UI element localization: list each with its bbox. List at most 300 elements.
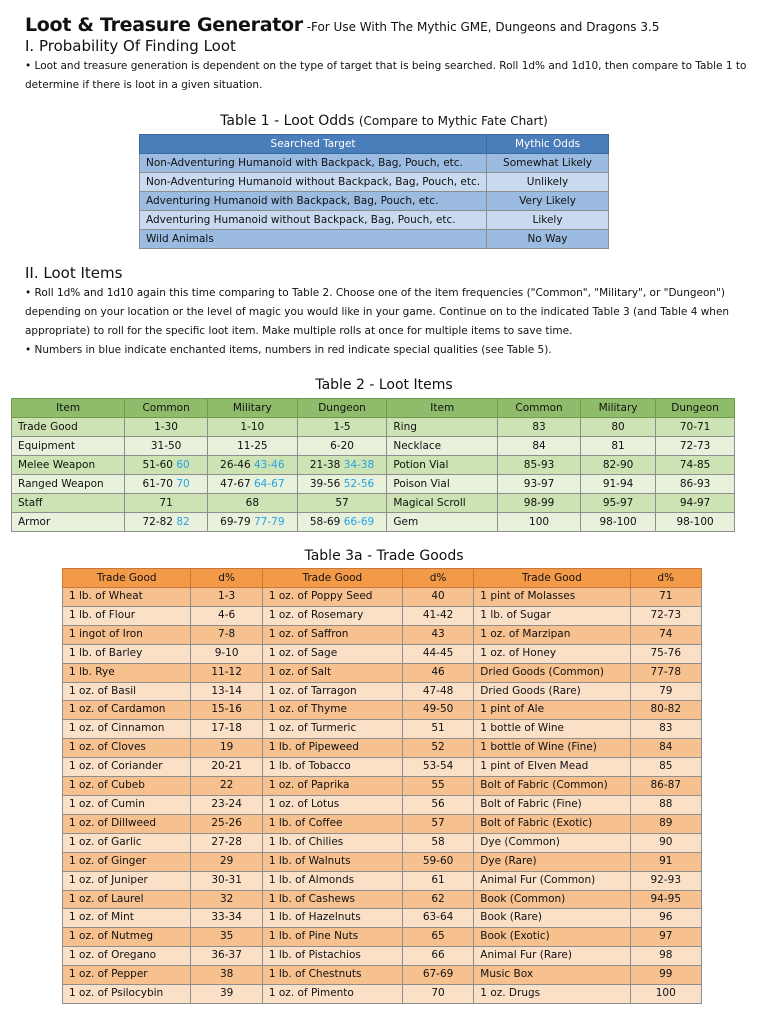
table-row xyxy=(12,456,735,475)
d-percent-cell: 58 xyxy=(402,833,473,852)
trade-good-cell: 1 oz. of Juniper xyxy=(63,871,191,890)
trade-good-cell: 1 oz. of Saffron xyxy=(262,625,402,644)
roll-range-cell xyxy=(207,456,297,475)
searched-target-cell: Wild Animals xyxy=(140,230,487,249)
roll-range: Poison Vial xyxy=(393,478,450,490)
table-row xyxy=(12,494,735,513)
trade-good-cell: Music Box xyxy=(474,966,630,985)
column-header: Trade Good xyxy=(474,569,630,588)
d-percent-cell: 61 xyxy=(402,871,473,890)
table-row xyxy=(63,795,702,814)
d-percent-cell: 84 xyxy=(630,739,701,758)
item-name-cell xyxy=(387,513,498,532)
roll-range: 11-25 xyxy=(237,440,268,452)
table-row xyxy=(140,192,609,211)
column-header: Military xyxy=(207,399,297,418)
d-percent-cell: 53-54 xyxy=(402,758,473,777)
roll-range-cell xyxy=(207,494,297,513)
item-name-cell xyxy=(12,513,125,532)
d-percent-cell: 15-16 xyxy=(191,701,262,720)
roll-range: 68 xyxy=(245,497,260,509)
d-percent-cell: 29 xyxy=(191,852,262,871)
trade-good-cell: 1 oz. of Salt xyxy=(262,663,402,682)
roll-range: 51-60 xyxy=(142,459,173,471)
section-2-paragraph-1: • Roll 1d% and 1d10 again this time comparing to Table 2. Choose one of the item frequencies ("Common", "Military", or "Dungeon") depending on your location or the level of magic you would like in your game. Continue on to the indicated Table 3 (and Table 4 when appropriate) to roll for the specific loot item. Make multiple rolls at once for multiple items to save time. xyxy=(25,287,730,337)
trade-good-cell: 1 oz. of Cubeb xyxy=(63,777,191,796)
roll-range: 47-67 xyxy=(220,478,251,490)
table-row xyxy=(63,606,702,625)
d-percent-cell: 63-64 xyxy=(402,909,473,928)
trade-good-cell: 1 pint of Elven Mead xyxy=(474,758,630,777)
trade-good-cell: 1 oz. of Marzipan xyxy=(474,625,630,644)
d-percent-cell: 70 xyxy=(402,985,473,1004)
roll-range-cell xyxy=(297,418,387,437)
trade-good-cell: 1 lb. of Hazelnuts xyxy=(262,909,402,928)
item-name-cell xyxy=(12,437,125,456)
d-percent-cell: 41-42 xyxy=(402,606,473,625)
roll-range: Gem xyxy=(393,516,419,528)
column-header: Common xyxy=(125,399,208,418)
trade-good-cell: 1 oz. of Thyme xyxy=(262,701,402,720)
roll-range-cell xyxy=(125,475,208,494)
d-percent-cell: 92-93 xyxy=(630,871,701,890)
table-row xyxy=(12,513,735,532)
table-row xyxy=(12,437,735,456)
section-1-heading: I. Probability Of Finding Loot xyxy=(25,37,236,55)
d-percent-cell: 77-78 xyxy=(630,663,701,682)
roll-range-cell xyxy=(297,437,387,456)
trade-good-cell: 1 oz. of Laurel xyxy=(63,890,191,909)
table-1-title-note: (Compare to Mythic Fate Chart) xyxy=(358,114,548,128)
column-header: Trade Good xyxy=(63,569,191,588)
searched-target-cell: Non-Adventuring Humanoid with Backpack, Bag, Pouch, etc. xyxy=(140,154,487,173)
table-row xyxy=(63,871,702,890)
d-percent-cell: 38 xyxy=(191,966,262,985)
trade-good-cell: Bolt of Fabric (Fine) xyxy=(474,795,630,814)
loot-odds-table xyxy=(139,134,609,249)
enchanted-range: 60 xyxy=(176,459,190,471)
d-percent-cell: 98 xyxy=(630,947,701,966)
trade-good-cell: Book (Common) xyxy=(474,890,630,909)
trade-good-cell: 1 oz. of Pimento xyxy=(262,985,402,1004)
trade-good-cell: 1 lb. of Pistachios xyxy=(262,947,402,966)
roll-range: 100 xyxy=(529,516,550,528)
roll-range: 21-38 xyxy=(309,459,341,471)
trade-good-cell: Book (Rare) xyxy=(474,909,630,928)
table-row xyxy=(12,418,735,437)
roll-range: 91-94 xyxy=(602,478,634,490)
roll-range: Armor xyxy=(18,516,51,528)
roll-range: Melee Weapon xyxy=(18,459,96,471)
roll-range: 69-79 xyxy=(220,516,251,528)
trade-good-cell: 1 ingot of Iron xyxy=(63,625,191,644)
table-row xyxy=(63,663,702,682)
trade-good-cell: 1 oz. of Sage xyxy=(262,644,402,663)
trade-good-cell: 1 lb. of Barley xyxy=(63,644,191,663)
mythic-odds-cell: Somewhat Likely xyxy=(487,154,609,173)
column-header: Mythic Odds xyxy=(487,135,609,154)
roll-range-cell xyxy=(125,513,208,532)
d-percent-cell: 66 xyxy=(402,947,473,966)
table-row xyxy=(63,814,702,833)
d-percent-cell: 32 xyxy=(191,890,262,909)
trade-good-cell: 1 oz. of Ginger xyxy=(63,852,191,871)
mythic-odds-cell: Unlikely xyxy=(487,173,609,192)
d-percent-cell: 59-60 xyxy=(402,852,473,871)
d-percent-cell: 13-14 xyxy=(191,682,262,701)
trade-goods-table xyxy=(62,568,702,1004)
trade-good-cell: 1 lb. of Pine Nuts xyxy=(262,928,402,947)
d-percent-cell: 97 xyxy=(630,928,701,947)
trade-good-cell: 1 oz. of Paprika xyxy=(262,777,402,796)
trade-good-cell: 1 oz. of Cumin xyxy=(63,795,191,814)
table-row xyxy=(12,475,735,494)
column-header: Item xyxy=(12,399,125,418)
roll-range: 98-100 xyxy=(599,516,637,528)
trade-good-cell: 1 lb. of Wheat xyxy=(63,588,191,607)
trade-good-cell: 1 oz. of Cloves xyxy=(63,739,191,758)
roll-range: 83 xyxy=(532,421,546,433)
d-percent-cell: 71 xyxy=(630,588,701,607)
roll-range-cell xyxy=(580,418,655,437)
roll-range: 93-97 xyxy=(523,478,555,490)
searched-target-cell: Adventuring Humanoid without Backpack, Bag, Pouch, etc. xyxy=(140,211,487,230)
roll-range-cell xyxy=(498,494,581,513)
roll-range-cell xyxy=(207,437,297,456)
searched-target-cell: Adventuring Humanoid with Backpack, Bag, Pouch, etc. xyxy=(140,192,487,211)
roll-range-cell xyxy=(297,494,387,513)
item-name-cell xyxy=(12,475,125,494)
section-1-paragraph: • Loot and treasure generation is dependent on the type of target that is being searched. Roll 1d% and 1d10, then compare to Table 1 to determine if there is loot in a given situation. xyxy=(25,60,747,91)
trade-good-cell: 1 oz. of Mint xyxy=(63,909,191,928)
roll-range-cell xyxy=(580,456,655,475)
roll-range: 39-56 xyxy=(309,478,341,490)
column-header: Military xyxy=(580,399,655,418)
roll-range-cell xyxy=(656,513,735,532)
trade-good-cell: 1 oz. of Garlic xyxy=(63,833,191,852)
roll-range: Equipment xyxy=(18,440,75,452)
roll-range-cell xyxy=(297,513,387,532)
table-row xyxy=(140,230,609,249)
roll-range: Staff xyxy=(18,497,43,509)
roll-range-cell xyxy=(125,437,208,456)
roll-range-cell xyxy=(498,437,581,456)
trade-good-cell: 1 lb. of Coffee xyxy=(262,814,402,833)
trade-good-cell: Dried Goods (Common) xyxy=(474,663,630,682)
trade-good-cell: 1 oz. Drugs xyxy=(474,985,630,1004)
d-percent-cell: 74 xyxy=(630,625,701,644)
column-header: Dungeon xyxy=(656,399,735,418)
d-percent-cell: 47-48 xyxy=(402,682,473,701)
roll-range: 98-99 xyxy=(523,497,555,509)
d-percent-cell: 89 xyxy=(630,814,701,833)
trade-good-cell: Dye (Rare) xyxy=(474,852,630,871)
roll-range: 57 xyxy=(335,497,349,509)
table-row xyxy=(63,985,702,1004)
table-header-row xyxy=(12,399,735,418)
roll-range: 95-97 xyxy=(602,497,634,509)
table-row xyxy=(63,625,702,644)
section-2-paragraph-2: • Numbers in blue indicate enchanted items, numbers in red indicate special qualities (see Table 5). xyxy=(25,344,552,356)
section-2-heading: II. Loot Items xyxy=(25,264,123,282)
item-name-cell xyxy=(387,475,498,494)
roll-range: 82-90 xyxy=(602,459,634,471)
d-percent-cell: 30-31 xyxy=(191,871,262,890)
d-percent-cell: 94-95 xyxy=(630,890,701,909)
d-percent-cell: 52 xyxy=(402,739,473,758)
trade-good-cell: 1 oz. of Honey xyxy=(474,644,630,663)
trade-good-cell: 1 bottle of Wine xyxy=(474,720,630,739)
table-row xyxy=(63,682,702,701)
roll-range-cell xyxy=(498,456,581,475)
d-percent-cell: 57 xyxy=(402,814,473,833)
roll-range: 98-100 xyxy=(676,516,714,528)
searched-target-cell: Non-Adventuring Humanoid without Backpack, Bag, Pouch, etc. xyxy=(140,173,487,192)
title-main: Loot & Treasure Generator xyxy=(25,14,303,36)
table-row xyxy=(63,701,702,720)
enchanted-range: 64-67 xyxy=(254,478,285,490)
d-percent-cell: 9-10 xyxy=(191,644,262,663)
trade-good-cell: Dried Goods (Rare) xyxy=(474,682,630,701)
roll-range: 58-69 xyxy=(309,516,341,528)
d-percent-cell: 56 xyxy=(402,795,473,814)
d-percent-cell: 80-82 xyxy=(630,701,701,720)
roll-range: 1-5 xyxy=(333,421,351,433)
item-name-cell xyxy=(12,456,125,475)
d-percent-cell: 23-24 xyxy=(191,795,262,814)
trade-good-cell: 1 lb. of Walnuts xyxy=(262,852,402,871)
loot-items-table xyxy=(11,398,735,532)
roll-range: Ring xyxy=(393,421,417,433)
roll-range-cell xyxy=(297,475,387,494)
table-row xyxy=(63,720,702,739)
mythic-odds-cell: Very Likely xyxy=(487,192,609,211)
roll-range: 31-50 xyxy=(150,440,182,452)
roll-range-cell xyxy=(656,437,735,456)
trade-good-cell: 1 oz. of Psilocybin xyxy=(63,985,191,1004)
enchanted-range: 77-79 xyxy=(254,516,285,528)
d-percent-cell: 100 xyxy=(630,985,701,1004)
d-percent-cell: 96 xyxy=(630,909,701,928)
column-header: Trade Good xyxy=(262,569,402,588)
roll-range-cell xyxy=(580,494,655,513)
item-name-cell xyxy=(12,494,125,513)
trade-good-cell: Bolt of Fabric (Exotic) xyxy=(474,814,630,833)
d-percent-cell: 43 xyxy=(402,625,473,644)
roll-range-cell xyxy=(498,475,581,494)
roll-range-cell xyxy=(207,418,297,437)
d-percent-cell: 22 xyxy=(191,777,262,796)
trade-good-cell: 1 lb. of Chilies xyxy=(262,833,402,852)
table-header-row xyxy=(63,569,702,588)
table-row xyxy=(63,758,702,777)
d-percent-cell: 36-37 xyxy=(191,947,262,966)
trade-good-cell: 1 oz. of Cardamon xyxy=(63,701,191,720)
trade-good-cell: 1 lb. of Cashews xyxy=(262,890,402,909)
roll-range: 86-93 xyxy=(679,478,711,490)
roll-range-cell xyxy=(125,456,208,475)
roll-range: 1-10 xyxy=(240,421,265,433)
d-percent-cell: 17-18 xyxy=(191,720,262,739)
d-percent-cell: 72-73 xyxy=(630,606,701,625)
roll-range-cell xyxy=(207,475,297,494)
enchanted-range: 34-38 xyxy=(343,459,375,471)
roll-range: 80 xyxy=(611,421,625,433)
table-1-title xyxy=(0,113,768,129)
trade-good-cell: 1 lb. Rye xyxy=(63,663,191,682)
trade-good-cell: 1 oz. of Cinnamon xyxy=(63,720,191,739)
table-3a-title: Table 3a - Trade Goods xyxy=(304,548,464,564)
roll-range: Potion Vial xyxy=(393,459,449,471)
d-percent-cell: 25-26 xyxy=(191,814,262,833)
title-subtitle: -For Use With The Mythic GME, Dungeons and Dragons 3.5 xyxy=(302,20,660,34)
table-row xyxy=(63,966,702,985)
trade-good-cell: 1 lb. of Sugar xyxy=(474,606,630,625)
roll-range: Trade Good xyxy=(18,421,78,433)
roll-range-cell xyxy=(498,418,581,437)
table-header-row xyxy=(140,135,609,154)
roll-range: 94-97 xyxy=(679,497,711,509)
d-percent-cell: 7-8 xyxy=(191,625,262,644)
roll-range-cell xyxy=(125,418,208,437)
item-name-cell xyxy=(387,437,498,456)
table-row xyxy=(63,890,702,909)
d-percent-cell: 86-87 xyxy=(630,777,701,796)
item-name-cell xyxy=(387,418,498,437)
trade-good-cell: 1 oz. of Oregano xyxy=(63,947,191,966)
trade-good-cell: 1 pint of Ale xyxy=(474,701,630,720)
trade-good-cell: 1 oz. of Turmeric xyxy=(262,720,402,739)
roll-range-cell xyxy=(125,494,208,513)
table-2-title: Table 2 - Loot Items xyxy=(315,377,453,393)
trade-good-cell: 1 bottle of Wine (Fine) xyxy=(474,739,630,758)
d-percent-cell: 40 xyxy=(402,588,473,607)
trade-good-cell: Animal Fur (Rare) xyxy=(474,947,630,966)
d-percent-cell: 46 xyxy=(402,663,473,682)
trade-good-cell: Animal Fur (Common) xyxy=(474,871,630,890)
roll-range: 74-85 xyxy=(679,459,711,471)
d-percent-cell: 39 xyxy=(191,985,262,1004)
trade-good-cell: 1 oz. of Tarragon xyxy=(262,682,402,701)
roll-range: Ranged Weapon xyxy=(18,478,104,490)
roll-range-cell xyxy=(297,456,387,475)
trade-good-cell: 1 oz. of Coriander xyxy=(63,758,191,777)
enchanted-range: 52-56 xyxy=(343,478,375,490)
table-row xyxy=(140,154,609,173)
d-percent-cell: 19 xyxy=(191,739,262,758)
trade-good-cell: 1 lb. of Tobacco xyxy=(262,758,402,777)
item-name-cell xyxy=(12,418,125,437)
column-header: d% xyxy=(630,569,701,588)
trade-good-cell: 1 lb. of Flour xyxy=(63,606,191,625)
item-name-cell xyxy=(387,456,498,475)
roll-range: 6-20 xyxy=(330,440,354,452)
trade-good-cell: 1 oz. of Dillweed xyxy=(63,814,191,833)
trade-good-cell: 1 pint of Molasses xyxy=(474,588,630,607)
d-percent-cell: 62 xyxy=(402,890,473,909)
roll-range: 70-71 xyxy=(679,421,711,433)
roll-range: 85-93 xyxy=(523,459,555,471)
enchanted-range: 82 xyxy=(176,516,190,528)
d-percent-cell: 49-50 xyxy=(402,701,473,720)
roll-range-cell xyxy=(580,475,655,494)
roll-range: 72-73 xyxy=(679,440,711,452)
table-row xyxy=(63,928,702,947)
enchanted-range: 43-46 xyxy=(254,459,285,471)
table-row xyxy=(140,211,609,230)
mythic-odds-cell: Likely xyxy=(487,211,609,230)
d-percent-cell: 27-28 xyxy=(191,833,262,852)
d-percent-cell: 51 xyxy=(402,720,473,739)
d-percent-cell: 1-3 xyxy=(191,588,262,607)
trade-good-cell: 1 oz. of Lotus xyxy=(262,795,402,814)
column-header: Common xyxy=(498,399,581,418)
roll-range-cell xyxy=(656,456,735,475)
page-title xyxy=(25,14,659,36)
roll-range: Magical Scroll xyxy=(393,497,466,509)
table-row xyxy=(63,833,702,852)
roll-range: 71 xyxy=(159,497,173,509)
table-row xyxy=(63,739,702,758)
trade-good-cell: 1 oz. of Rosemary xyxy=(262,606,402,625)
d-percent-cell: 44-45 xyxy=(402,644,473,663)
roll-range: Necklace xyxy=(393,440,442,452)
d-percent-cell: 79 xyxy=(630,682,701,701)
d-percent-cell: 83 xyxy=(630,720,701,739)
d-percent-cell: 91 xyxy=(630,852,701,871)
enchanted-range: 66-69 xyxy=(343,516,375,528)
roll-range: 1-30 xyxy=(154,421,178,433)
table-row xyxy=(140,173,609,192)
roll-range-cell xyxy=(580,513,655,532)
d-percent-cell: 35 xyxy=(191,928,262,947)
table-1-title-main: Table 1 - Loot Odds xyxy=(220,113,355,129)
column-header: Searched Target xyxy=(140,135,487,154)
d-percent-cell: 99 xyxy=(630,966,701,985)
mythic-odds-cell: No Way xyxy=(487,230,609,249)
trade-good-cell: 1 oz. of Basil xyxy=(63,682,191,701)
roll-range-cell xyxy=(498,513,581,532)
d-percent-cell: 67-69 xyxy=(402,966,473,985)
roll-range: 61-70 xyxy=(142,478,173,490)
roll-range: 72-82 xyxy=(142,516,173,528)
roll-range: 81 xyxy=(611,440,625,452)
column-header: d% xyxy=(191,569,262,588)
d-percent-cell: 85 xyxy=(630,758,701,777)
table-row xyxy=(63,852,702,871)
trade-good-cell: 1 lb. of Pipeweed xyxy=(262,739,402,758)
trade-good-cell: 1 lb. of Chestnuts xyxy=(262,966,402,985)
trade-good-cell: Dye (Common) xyxy=(474,833,630,852)
trade-good-cell: Book (Exotic) xyxy=(474,928,630,947)
roll-range: 84 xyxy=(532,440,546,452)
roll-range: 26-46 xyxy=(220,459,251,471)
d-percent-cell: 88 xyxy=(630,795,701,814)
trade-good-cell: 1 oz. of Pepper xyxy=(63,966,191,985)
table-row xyxy=(63,588,702,607)
d-percent-cell: 33-34 xyxy=(191,909,262,928)
d-percent-cell: 4-6 xyxy=(191,606,262,625)
trade-good-cell: 1 lb. of Almonds xyxy=(262,871,402,890)
d-percent-cell: 65 xyxy=(402,928,473,947)
d-percent-cell: 75-76 xyxy=(630,644,701,663)
column-header: d% xyxy=(402,569,473,588)
table-row xyxy=(63,947,702,966)
roll-range-cell xyxy=(656,418,735,437)
d-percent-cell: 20-21 xyxy=(191,758,262,777)
enchanted-range: 70 xyxy=(176,478,190,490)
roll-range-cell xyxy=(207,513,297,532)
